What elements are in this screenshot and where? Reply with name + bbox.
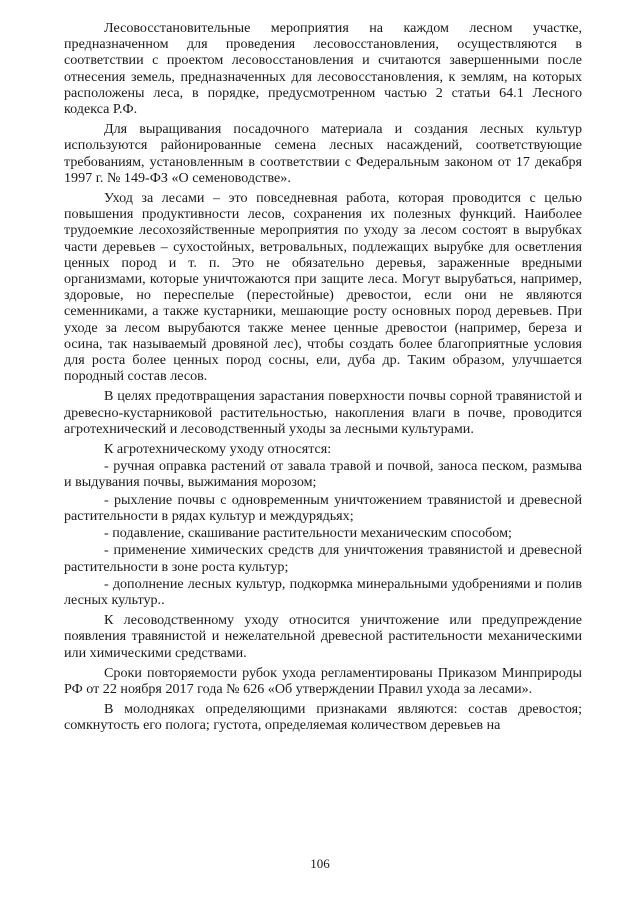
- paragraph-silvicultural-care: К лесоводственному уходу относится уничтожение или предупреждение появления травянистой и нежелательной древесной растительности механическими или химическими средствами.: [64, 612, 582, 661]
- paragraph-reforestation-completion: Лесовосстановительные мероприятия на каждом лесном участке, предназначенном для проведения лесовосстановления, осуществляются в соответствии с проектом лесовосстановления и считаются завершенными после отнесения земель, предназначенных для лесовосстановления, к землям, на которых расположены леса, в порядке, предусмотренном частью 2 статьи 64.1 Лесного кодекса Р.Ф.: [64, 20, 582, 118]
- list-item-loosening: - рыхление почвы с одновременным уничтожением травянистой и древесной растительности в рядах культур и междурядьях;: [64, 491, 582, 524]
- list-item-mowing: - подавление, скашивание растительности механическим способом;: [104, 525, 512, 542]
- paragraph-seed-material: Для выращивания посадочного материала и создания лесных культур используются районированные семена лесных насаждений, соответствующие требованиям, установленным в соответствии с Федеральным законом от 17 декабря 1997 г. № 149-ФЗ «О семеноводстве».: [64, 121, 582, 186]
- list-item-supplementing: - дополнение лесных культур, подкормка минеральными удобрениями и полив лесных культур..: [64, 575, 582, 608]
- paragraph-agrotechnical-heading: К агротехническому уходу относятся:: [104, 441, 332, 458]
- page-number: 106: [310, 856, 330, 871]
- list-item-manual-straightening: - ручная оправка растений от завала травой и почвой, заноса песком, размыва и выдувания почвы, выжимания морозом;: [64, 458, 582, 491]
- list-item-chemicals: - применение химических средств для уничтожения травянистой и древесной растительности в зоне роста культур;: [64, 542, 582, 575]
- paragraph-cutting-schedule: Сроки повторяемости рубок ухода регламентированы Приказом Минприроды РФ от 22 ноября 2017 года № 626 «Об утверждении Правил ухода за лесами».: [64, 664, 582, 697]
- paragraph-forest-care: Уход за лесами – это повседневная работа, которая проводится с целью повышения продуктивности лесов, сохранения их полезных функций. Наиболее трудоемкие лесохозяйственные мероприятия по уходу за лесом состоят в вырубках части деревьев – сухостойных, ветровальных, подлежащих вырубке для осветления ценных пород и т. п. Это не обязательно деревья, зараженные вредными организмами, которые уничтожаются при защите леса. Могут вырубаться, например, здоровые, но переспелые (перестойные) древостои, если они не являются семенниками, а также кустарники, мешающие росту основных пород деревьев. При уходе за лесом вырубаются также менее ценные древостои (например, береза и осина, так называемый дровяной лес), чтобы создать более благоприятные условия для роста более ценных пород сосны, ели, дуба др. Таким образом, улучшается породный состав лесов.: [64, 190, 582, 385]
- paragraph-young-stands: В молодняках определяющими признаками являются: состав древостоя; сомкнутость его полога; густота, определяемая количеством деревьев на: [64, 701, 582, 734]
- paragraph-overgrowth-prevention: В целях предотвращения зарастания поверхности почвы сорной травянистой и древесно-кустарниковой растительностью, накопления влаги в почве, проводится агротехнический и лесоводственный уходы за лесными культурами.: [64, 388, 582, 437]
